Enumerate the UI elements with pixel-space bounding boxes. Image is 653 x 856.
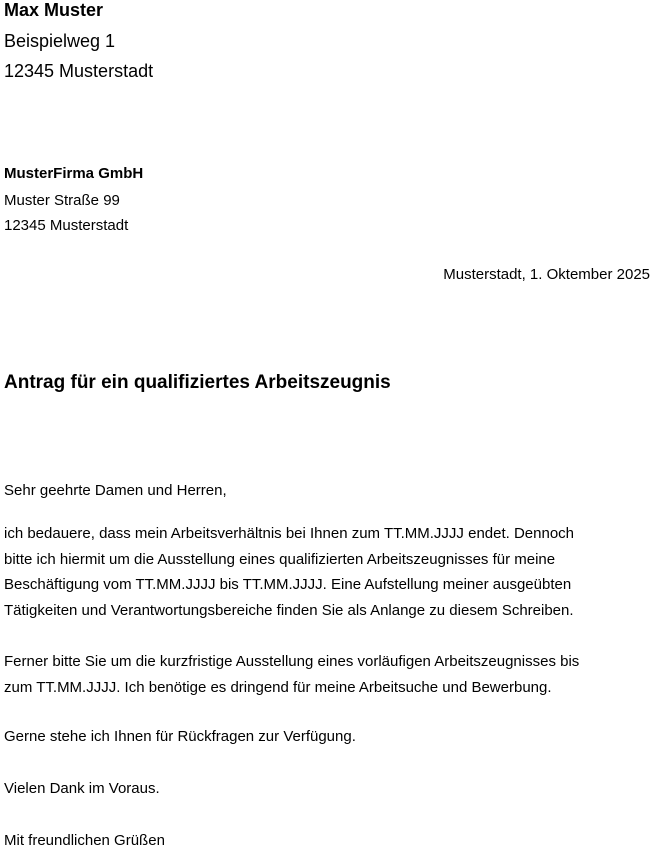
letter-subject: Antrag für ein qualifiziertes Arbeitszeugnis [4, 372, 391, 393]
paragraph-line: ich bedauere, dass mein Arbeitsverhältnis bei Ihnen zum TT.MM.JJJJ endet. Dennoch [4, 525, 575, 542]
closing-greeting: Mit freundlichen Grüßen [4, 832, 165, 849]
recipient-company: MusterFirma GmbH [4, 165, 144, 182]
sender-city: 12345 Musterstadt [4, 61, 154, 81]
paragraph-line: Tätigkeiten und Verantwortungsbereiche finden Sie als Anlange zu diesem Schreiben. [4, 601, 574, 619]
recipient-address [4, 163, 143, 238]
sender-name: Max Muster [4, 0, 104, 20]
paragraph-request [4, 521, 649, 623]
paragraph-questions: Gerne stehe ich Ihnen für Rückfragen zur Verfügung. [4, 728, 356, 745]
salutation: Sehr geehrte Damen und Herren, [4, 482, 227, 499]
paragraph-line: Ferner bitte Sie um die kurzfristige Ausstellung eines vorläufigen Arbeitszeugnisses bis [4, 653, 580, 670]
sender-street: Beispielweg 1 [4, 31, 116, 51]
recipient-city: 12345 Musterstadt [4, 217, 129, 234]
paragraph-line: Beschäftigung vom TT.MM.JJJJ bis TT.MM.JJJJ. Eine Aufstellung meiner ausgeübten [4, 576, 572, 593]
paragraph-thanks: Vielen Dank im Voraus. [4, 780, 160, 797]
paragraph-line: bitte ich hiermit um die Ausstellung eines qualifizierten Arbeitszeugnisses für meine [4, 550, 556, 568]
sender-address [4, 0, 153, 86]
letter-body [4, 480, 649, 852]
paragraph-provisional [4, 649, 649, 700]
letter-date: Musterstadt, 1. Oktember 2025 [443, 266, 650, 283]
recipient-street: Muster Straße 99 [4, 192, 120, 209]
paragraph-line: zum TT.MM.JJJJ. Ich benötige es dringend für meine Arbeitsuche und Bewerbung. [4, 678, 552, 696]
